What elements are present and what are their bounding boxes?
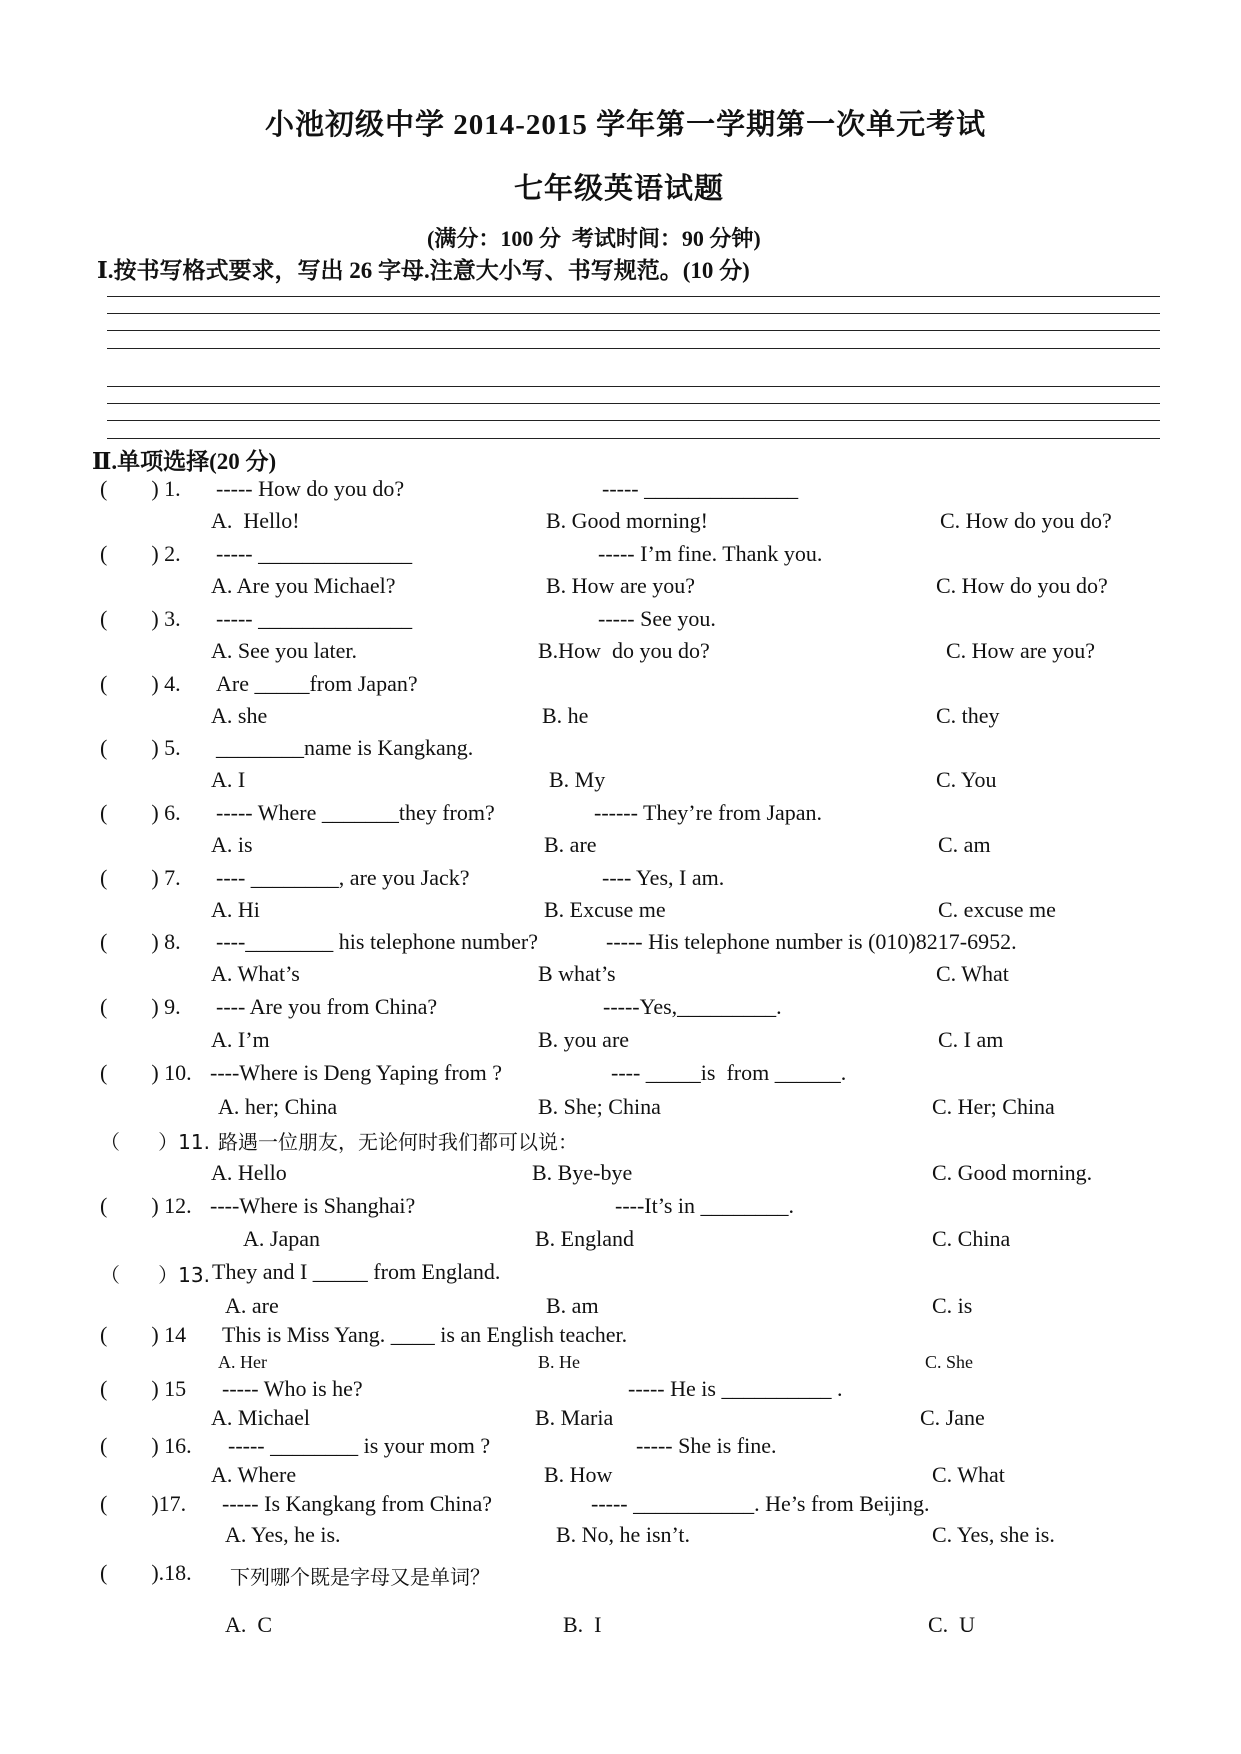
question-stem: Are _____from Japan? [216, 671, 418, 696]
answer-paren: （ ）11. [100, 1130, 210, 1154]
answer-paren: ( )17. [100, 1491, 187, 1516]
option-c: C. What [932, 1462, 1005, 1487]
writing-line [107, 403, 1160, 404]
answer-paren: ( ) 10. [100, 1060, 192, 1085]
question-stem: ________name is Kangkang. [216, 735, 474, 760]
option-a: A. Japan [243, 1226, 320, 1251]
writing-line [107, 313, 1160, 314]
option-a: A. Yes, he is. [225, 1522, 341, 1547]
option-b: B. No, he isn’t. [556, 1522, 691, 1547]
answer-paren: ( ) 6. [100, 800, 181, 825]
answer-paren: ( ) 16. [100, 1433, 192, 1458]
option-a: A. she [211, 703, 268, 728]
option-c: C. is [932, 1293, 973, 1318]
answer-paren: ( ) 5. [100, 735, 181, 760]
answer-paren: ( ) 2. [100, 541, 181, 566]
option-b: B. How [544, 1462, 613, 1487]
writing-line [107, 296, 1160, 297]
exam-info: (满分：100 分 考试时间：90 分钟) [427, 226, 761, 251]
option-c: C. Her; China [932, 1094, 1055, 1119]
option-c: C. Good morning. [932, 1160, 1093, 1185]
answer-paren: ( ) 4. [100, 671, 181, 696]
question-stem: ----- ______________ [216, 606, 413, 631]
question-reply: ----- ___________. He’s from Beijing. [591, 1491, 930, 1516]
option-a: A. What’s [211, 961, 300, 986]
question-stem: 下列哪个既是字母又是单词？ [230, 1565, 490, 1589]
section-2-heading: Ⅱ.单项选择(20 分) [92, 449, 277, 474]
question-reply: ----- I’m fine. Thank you. [598, 541, 823, 566]
option-c: C. How are you? [946, 638, 1096, 663]
section-1-heading: Ⅰ.按书写格式要求，写出 26 字母.注意大小写、书写规范。(10 分) [97, 258, 750, 283]
question-reply: ----It’s in ________. [615, 1193, 795, 1218]
question-stem: ----- Who is he? [222, 1376, 363, 1401]
option-a: A. Hello [211, 1160, 287, 1185]
question-reply: ----- See you. [598, 606, 716, 631]
option-c: C. U [928, 1612, 976, 1637]
question-stem: ---- Are you from China? [216, 994, 438, 1019]
option-b: B. Good morning! [546, 508, 708, 533]
option-a: A. are [225, 1293, 279, 1318]
option-a: A. Where [211, 1462, 297, 1487]
option-a: A. I [211, 767, 246, 792]
question-stem: ----- How do you do? [216, 476, 405, 501]
option-c: C. How do you do? [936, 573, 1108, 598]
option-c: C. am [938, 832, 991, 857]
question-reply: ----- His telephone number is (010)8217-6952. [606, 929, 1017, 954]
option-c: C. What [936, 961, 1009, 986]
question-reply: ----- He is __________ . [628, 1376, 843, 1401]
question-stem: ----- Where _______they from? [216, 800, 495, 825]
option-c: C. excuse me [938, 897, 1056, 922]
answer-paren: ( ).18. [100, 1560, 192, 1585]
option-c: C. Jane [920, 1405, 985, 1430]
answer-paren: ( ) 1. [100, 476, 181, 501]
question-reply: ----- She is fine. [636, 1433, 777, 1458]
question-reply: ------ They’re from Japan. [594, 800, 823, 825]
option-b: B. I [563, 1612, 602, 1637]
question-reply: ---- _____is from ______. [611, 1060, 847, 1085]
option-c: C. they [936, 703, 1000, 728]
option-a: A. See you later. [211, 638, 358, 663]
question-stem: ----Where is Deng Yaping from ? [210, 1060, 503, 1085]
exam-title: 小池初级中学 2014-2015 学年第一学期第一次单元考试 [265, 109, 987, 141]
option-b: B. are [544, 832, 597, 857]
option-a: A. is [211, 832, 253, 857]
option-c: C. How do you do? [940, 508, 1112, 533]
question-reply: ----- ______________ [602, 476, 799, 501]
question-reply: -----Yes,_________. [603, 994, 782, 1019]
writing-line [107, 420, 1160, 421]
question-stem: 路遇一位朋友，无论何时我们都可以说： [218, 1130, 578, 1154]
answer-paren: ( ) 7. [100, 865, 181, 890]
answer-paren: ( ) 12. [100, 1193, 192, 1218]
option-a: A. Her [218, 1352, 267, 1372]
option-b: B.How do you do? [538, 638, 710, 663]
option-b: B. Maria [535, 1405, 614, 1430]
option-b: B. you are [538, 1027, 630, 1052]
question-stem: This is Miss Yang. ____ is an English teacher. [222, 1322, 628, 1347]
exam-subtitle: 七年级英语试题 [514, 173, 725, 205]
option-a: A. Are you Michael? [211, 573, 396, 598]
option-b: B what’s [538, 961, 616, 986]
question-stem: ----- ______________ [216, 541, 413, 566]
question-stem: ----________ his telephone number? [216, 929, 538, 954]
writing-line [107, 330, 1160, 331]
option-b: B. She; China [538, 1094, 661, 1119]
question-stem: ----- ________ is your mom ? [228, 1433, 491, 1458]
writing-line [107, 348, 1160, 349]
option-b: B. Bye-bye [532, 1160, 633, 1185]
option-c: C. She [925, 1352, 974, 1372]
option-a: A. her; China [218, 1094, 338, 1119]
answer-paren: （ ）13. [100, 1263, 210, 1287]
option-c: C. China [932, 1226, 1011, 1251]
question-stem: ----Where is Shanghai? [210, 1193, 416, 1218]
answer-paren: ( ) 3. [100, 606, 181, 631]
option-b: B. he [542, 703, 589, 728]
question-stem: ---- ________, are you Jack? [216, 865, 470, 890]
option-c: C. You [936, 767, 997, 792]
option-b: B. am [546, 1293, 599, 1318]
answer-paren: ( ) 14 [100, 1322, 187, 1347]
question-stem: They and I _____ from England. [212, 1259, 501, 1284]
option-b: B. England [535, 1226, 634, 1251]
answer-paren: ( ) 9. [100, 994, 181, 1019]
option-a: A. Hi [211, 897, 260, 922]
answer-paren: ( ) 15 [100, 1376, 187, 1401]
option-b: B. He [538, 1352, 580, 1372]
option-a: A. Michael [211, 1405, 310, 1430]
question-reply: ---- Yes, I am. [602, 865, 725, 890]
option-b: B. Excuse me [544, 897, 666, 922]
option-b: B. My [549, 767, 606, 792]
option-c: C. Yes, she is. [932, 1522, 1055, 1547]
writing-line [107, 386, 1160, 387]
option-a: A. Hello! [211, 508, 300, 533]
writing-line [107, 438, 1160, 439]
option-a: A. I’m [211, 1027, 270, 1052]
question-stem: ----- Is Kangkang from China? [222, 1491, 493, 1516]
option-c: C. I am [938, 1027, 1004, 1052]
answer-paren: ( ) 8. [100, 929, 181, 954]
option-b: B. How are you? [546, 573, 696, 598]
option-a: A. C [225, 1612, 273, 1637]
